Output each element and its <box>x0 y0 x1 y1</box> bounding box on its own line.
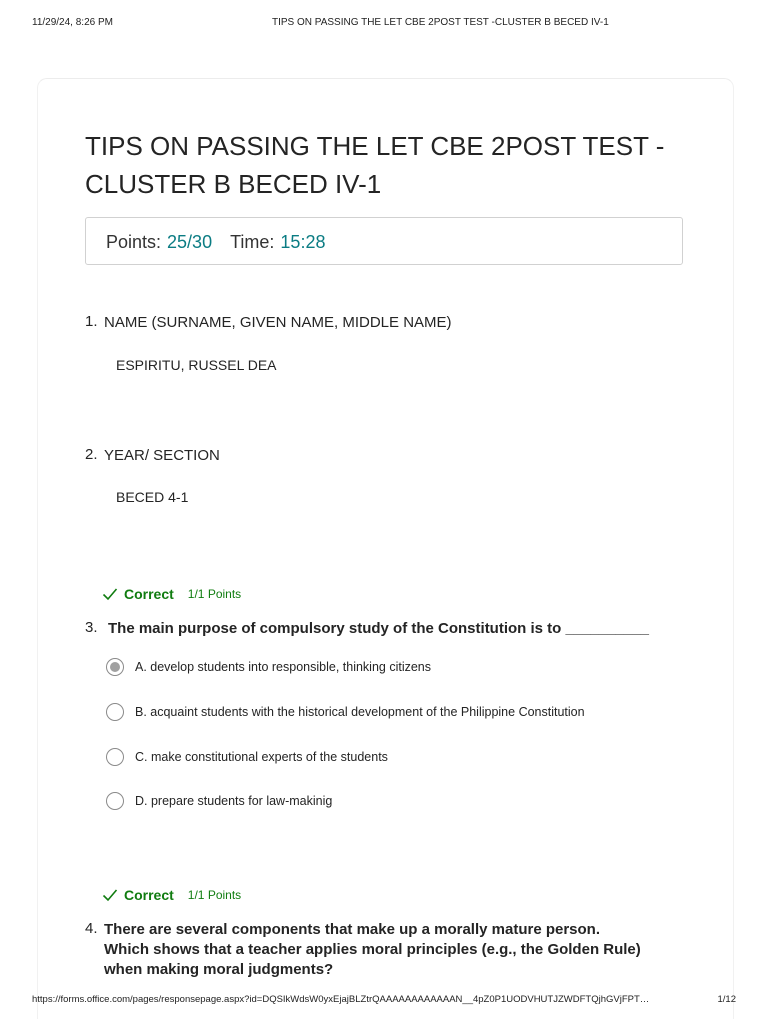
radio-empty-icon[interactable] <box>106 748 124 766</box>
option-label: B. acquaint students with the historical development of the Philippine Constitution <box>135 705 585 719</box>
correct-badge <box>102 585 241 603</box>
print-doc-title: TIPS ON PASSING THE LET CBE 2POST TEST -CLUSTER B BECED IV-1 <box>272 17 609 28</box>
question-number: 4. <box>85 920 98 937</box>
points-awarded: 1/1 Points <box>187 587 242 601</box>
status-label: Correct <box>124 887 174 903</box>
score-summary <box>85 217 683 265</box>
question-number: 1. <box>85 313 98 330</box>
points-value: 25/30 <box>167 232 213 252</box>
question-number: 3. <box>85 619 98 636</box>
print-datetime: 11/29/24, 8:26 PM <box>32 17 113 28</box>
radio-filled-icon[interactable] <box>106 658 124 676</box>
question-text-line: when making moral judgments? <box>104 961 334 978</box>
option-label: A. develop students into responsible, thinking citizens <box>135 660 432 674</box>
option-a[interactable] <box>106 657 431 677</box>
option-b[interactable] <box>106 702 585 722</box>
correct-badge <box>102 886 241 904</box>
time-value: 15:28 <box>280 232 326 252</box>
question-text: NAME (SURNAME, GIVEN NAME, MIDDLE NAME) <box>104 314 452 331</box>
option-d[interactable] <box>106 791 332 811</box>
option-c[interactable] <box>106 747 388 767</box>
points-label: Points: <box>106 232 162 252</box>
time-label: Time: <box>230 232 275 252</box>
question-text: YEAR/ SECTION <box>104 447 220 464</box>
radio-empty-icon[interactable] <box>106 703 124 721</box>
option-label: D. prepare students for law-makinig <box>135 794 333 808</box>
check-icon <box>102 587 118 601</box>
points-awarded: 1/1 Points <box>187 888 242 902</box>
radio-empty-icon[interactable] <box>106 792 124 810</box>
question-text-line: Which shows that a teacher applies moral principles (e.g., the Golden Rule) <box>104 941 641 958</box>
question-number: 2. <box>85 446 98 463</box>
text-answer: BECED 4-1 <box>116 489 189 505</box>
print-footer <box>32 994 736 1008</box>
page-number: 1/12 <box>717 994 736 1005</box>
question-text <box>104 920 641 980</box>
print-url: https://forms.office.com/pages/responsepage.aspx?id=DQSIkWdsW0yxEjajBLZtrQAAAAAAAAAAAAN__4pZ0P1UODVHUTJZWDFTQjhGVjFPT… <box>32 994 650 1005</box>
print-header <box>32 17 736 31</box>
question-text: The main purpose of compulsory study of the Constitution is to __________ <box>108 620 649 637</box>
status-label: Correct <box>124 586 174 602</box>
question-text-line: There are several components that make up a morally mature person. <box>104 921 601 938</box>
check-icon <box>102 888 118 902</box>
option-label: C. make constitutional experts of the students <box>135 750 388 764</box>
text-answer: ESPIRITU, RUSSEL DEA <box>116 357 277 373</box>
form-title: TIPS ON PASSING THE LET CBE 2POST TEST - CLUSTER B BECED IV-1 <box>85 131 665 199</box>
